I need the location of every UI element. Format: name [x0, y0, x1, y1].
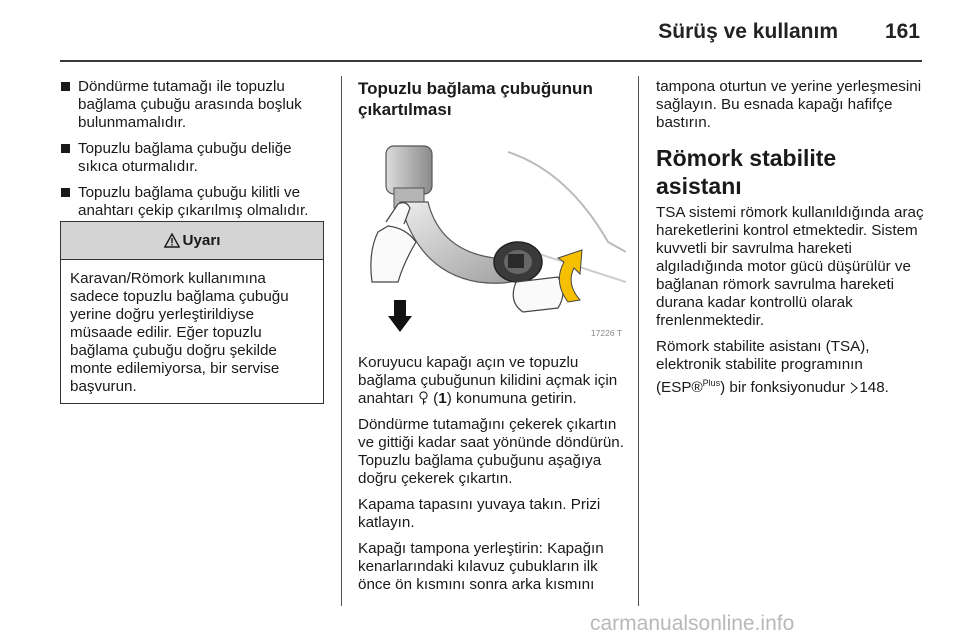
- paragraph: TSA sistemi römork kullanıldığında araç hareketlerini kontrol etmektedir. Sistem kuvvetli bir savrulma hareketi algıladığında motor gücü düşürülür ve bağlanan römork savrulma hareketi durana kadar kontrollü olarak frenlenmektedir.: [656, 204, 924, 329]
- paragraph: Kapama tapasını yuvaya takın. Prizi katlayın.: [358, 496, 601, 531]
- paragraph: tampona oturtun ve yerine yerleşmesini sağlayın. Bu esnada kapağı hafifçe bastırın.: [656, 78, 922, 131]
- paragraph: Kapağı tampona yerleştirin: Kapağın kenarlarındaki kılavuz çubukların ilk önce ön kısmını sonra arka kısmını: [358, 540, 604, 593]
- column-divider-left: [341, 76, 342, 606]
- paragraph: Koruyucu kapağı açın ve topuzlu bağlama çubuğunun kilidini açmak için anahtarı (1) konumuna getirin.: [358, 354, 618, 407]
- paragraph: Römork stabilite asistanı (TSA), elektronik stabilite programının (ESP®$^{Plus}$) bir fonksiyonudur 148.: [656, 338, 889, 396]
- page-number: 161: [884, 20, 920, 43]
- warning-box: [60, 221, 324, 404]
- header-rule: [60, 60, 922, 62]
- section-title: Sürüş ve kullanım: [658, 20, 838, 43]
- warning-text: Karavan/Römork kullanımına sadece topuzlu bağlama çubuğu yerine doğru yerleştirildiyse müsaade edilir. Eğer topuzlu bağlama çubuğu doğru şekilde monte edilemiyorsa, bir servise başvurun.: [70, 270, 289, 395]
- warning-title: Uyarı: [182, 232, 221, 249]
- section-heading: Römork stabilite asistanı: [656, 145, 837, 199]
- key-icon: [418, 391, 429, 405]
- page-reference-icon: [849, 382, 859, 394]
- warning-header: [61, 222, 323, 260]
- figure-label: 17226 T: [590, 328, 622, 338]
- list-item: Topuzlu bağlama çubuğu kilitli ve anahtarı çekip çıkarılmış olmalıdır.: [60, 184, 326, 220]
- bullet-square-icon: [61, 82, 70, 91]
- column-left: [60, 78, 326, 228]
- section-heading: Topuzlu bağlama çubuğunun çıkartılması: [358, 79, 593, 119]
- bullet-square-icon: [61, 188, 70, 197]
- paragraph: Döndürme tutamağını çekerek çıkartın ve gittiği kadar saat yönünde döndürün. Topuzlu bağlama çubuğunu aşağıya doğru çekerek çıkartın.: [358, 416, 624, 487]
- column-divider-right: [638, 76, 639, 606]
- bullet-square-icon: [61, 144, 70, 153]
- column-middle: [358, 78, 626, 602]
- towbar-removal-illustration: [358, 132, 626, 344]
- towbar-illustration-icon: [358, 132, 626, 344]
- list-item: Topuzlu bağlama çubuğu deliğe sıkıca oturmalıdır.: [60, 140, 326, 176]
- list-item: Döndürme tutamağı ile topuzlu bağlama çubuğu arasında boşluk bulunmamalıdır.: [60, 78, 326, 132]
- page-header: [60, 18, 922, 60]
- warning-triangle-icon: [164, 233, 180, 248]
- column-right: [656, 78, 924, 405]
- watermark: carmanualsonline.info: [590, 612, 795, 635]
- requirements-list: [60, 78, 326, 220]
